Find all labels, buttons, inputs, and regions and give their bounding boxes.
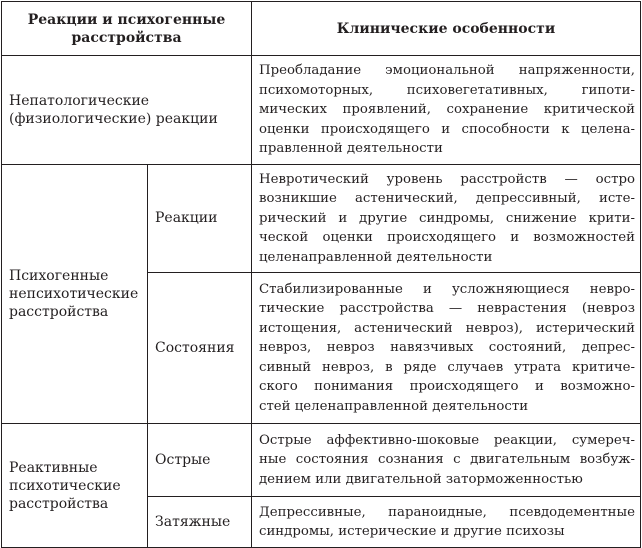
description-cell (252, 164, 641, 273)
description-line: тические расстройства — неврастения (невроз (259, 301, 635, 317)
subtype-cell: Реакции (148, 164, 252, 273)
category-line: непсихотические (9, 285, 139, 302)
description-line: Депрессивные, параноидные, псевдодементные (259, 504, 635, 520)
description-line: стей целенаправленной деятельности (259, 398, 529, 414)
description-line: психомоторных, психовегетативных, гипоти- (259, 82, 635, 98)
header-clinical-features: Клинические особенности (252, 2, 641, 56)
category-line: Психогенные (9, 267, 109, 284)
category-line: (физиологические) реакции (9, 110, 218, 127)
header-disorders-line-2: расстройства (71, 29, 182, 46)
header-disorders (2, 2, 252, 56)
description-line: истощения, астенический невроз), истерический (259, 320, 635, 336)
description-line: синдромы, истерические и другие психозы (259, 524, 565, 539)
category-cell (2, 164, 148, 424)
subtype-cell: Состояния (148, 273, 252, 424)
description-line: ческой оценки происходящего и возможностей (259, 230, 635, 245)
category-line: расстройства (9, 495, 109, 512)
table-row (2, 56, 641, 165)
category-cell (2, 56, 252, 165)
category-line: психотические (9, 477, 121, 494)
description-line: ского понимания происходящего и возможно- (259, 379, 635, 395)
category-line: расстройства (9, 303, 109, 320)
table-row (2, 424, 641, 497)
description-cell (252, 424, 641, 497)
table-row (2, 164, 641, 273)
description-line: оценки происходящего и способности к целена- (259, 121, 635, 137)
description-cell (252, 273, 641, 424)
description-line: мических проявлений, сохранение критической (259, 102, 635, 117)
description-line: Невротический уровень расстройств — остро (259, 171, 635, 187)
header-disorders-line-1: Реакции и психогенные (27, 11, 226, 28)
description-line: правленной деятельности (259, 141, 443, 156)
description-cell (252, 497, 641, 548)
description-line: дением или двигательной заторможенностью (259, 471, 583, 487)
description-line: Стабилизированные и усложняющиеся невро- (259, 281, 635, 297)
subtype-cell: Затяжные (148, 497, 252, 548)
category-line: Непатологические (9, 92, 150, 109)
description-line: целенаправленной деятельности (259, 249, 493, 265)
description-cell (252, 56, 641, 165)
clinical-features-table (1, 1, 641, 548)
category-cell (2, 424, 148, 548)
description-line: Преобладание эмоциональной напряженности, (259, 63, 635, 78)
description-line: рический и другие синдромы, снижение крити- (259, 210, 635, 226)
description-line: возникшие астенический, депрессивный, исте- (259, 191, 635, 206)
description-line: ные состояния сознания с двигательным возбуж- (259, 452, 635, 468)
description-line: сивный невроз, в ряде случаев утрата критиче- (259, 359, 635, 375)
category-line: Реактивные (9, 459, 98, 476)
description-line: невроз, невроз навязчивых состояний, депрес- (259, 340, 635, 356)
description-line: Острые аффективно-шоковые реакции, сумереч- (259, 432, 635, 448)
table-header-row (2, 2, 641, 56)
subtype-cell: Острые (148, 424, 252, 497)
